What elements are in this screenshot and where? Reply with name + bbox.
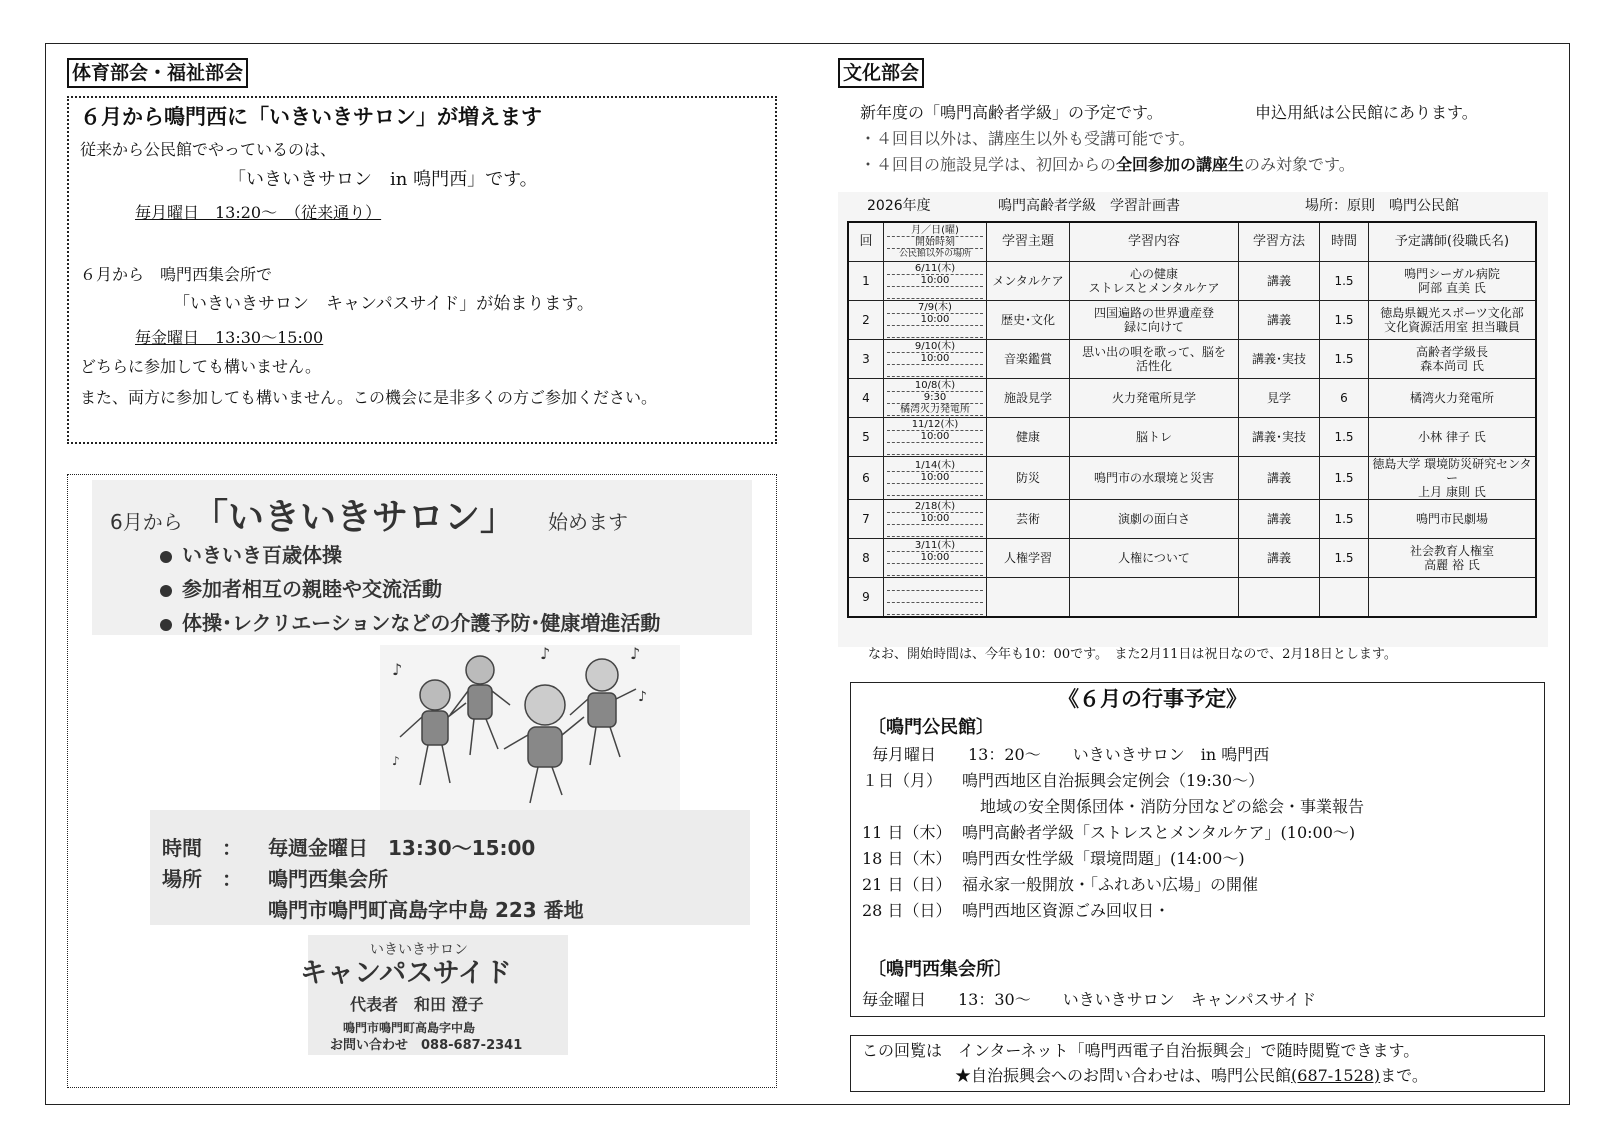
flyer-place-value: 鳴門西集会所: [268, 867, 388, 891]
bullet-icon: [160, 585, 172, 597]
flyer-address: 鳴門市鳴門町高島字中島 223 番地: [268, 898, 584, 922]
event-item: [862, 901, 1170, 921]
cell-content: 心の健康 ストレスとメンタルケア: [1070, 262, 1239, 301]
cell-theme: 芸術: [987, 500, 1070, 539]
table-row: [848, 457, 1536, 500]
event-day: 28 日（日）: [862, 901, 952, 920]
notice-line6: 毎金曜日 13:30～15:00: [135, 328, 324, 347]
cell-hours: 1.5: [1320, 457, 1369, 500]
cell-lecturer: 社会教育人権室 高麗 裕 氏: [1369, 539, 1537, 578]
section-title-sports-welfare: 体育部会・福祉部会: [67, 58, 248, 88]
events-title: 《６月の行事予定》: [1058, 687, 1247, 711]
cell-hours: 1.5: [1320, 262, 1369, 301]
cell-lecturer: 高齢者学級長 森本尚司 氏: [1369, 340, 1537, 379]
col-content: 学習内容: [1070, 222, 1239, 262]
cell-hours: 1.5: [1320, 301, 1369, 340]
flyer-bullet-1: いきいき百歳体操: [160, 542, 342, 568]
bullet-icon: [160, 551, 172, 563]
cell-method: [1239, 578, 1320, 618]
footer-line1: この回覧は インターネット「鳴門西電子自治振興会」で随時閲覧できます。: [862, 1041, 1420, 1060]
table-row: [848, 418, 1536, 457]
col-date: 月／日(曜) 開始時刻 公民館以外の場所: [884, 222, 987, 262]
event-day: 18 日（木）: [862, 849, 952, 868]
flyer-representative: 代表者 和田 澄子: [350, 995, 484, 1014]
cell-date: 3/11(木) 10:00: [884, 539, 987, 578]
cell-content: 人権について: [1070, 539, 1239, 578]
flyer-place-label: 場所 ：: [162, 867, 242, 891]
flyer-bullet-2: 参加者相互の親睦や交流活動: [160, 576, 442, 602]
cell-method: 講義･実技: [1239, 418, 1320, 457]
weekly-komin: 毎月曜日 13：20～ いきいきサロン in 鳴門西: [872, 745, 1270, 764]
cell-theme: 音楽鑑賞: [987, 340, 1070, 379]
cell-hours: [1320, 578, 1369, 618]
cell-date: 6/11(木) 10:00: [884, 262, 987, 301]
event-text: 鳴門西地区自治振興会定例会（19:30～）: [962, 771, 1265, 790]
venue-komin: 〔鳴門公民館〕: [868, 717, 994, 738]
cell-content: 思い出の唄を歌って、脳を 活性化: [1070, 340, 1239, 379]
flyer-pre: 6月から: [110, 510, 183, 534]
col-theme: 学習主題: [987, 222, 1070, 262]
notice-line7: どちらに参加しても構いません。: [80, 357, 321, 376]
notice-line2: 「いきいきサロン in 鳴門西」です。: [228, 169, 538, 190]
event-text: 地域の安全関係団体・消防分団などの総会・事業報告: [980, 797, 1365, 816]
cell-no: 6: [848, 457, 884, 500]
cell-no: 4: [848, 379, 884, 418]
notice-line1: 従来から公民館でやっているのは、: [80, 140, 337, 159]
cell-method: 講義: [1239, 262, 1320, 301]
flyer-contact: お問い合わせ 088-687-2341: [330, 1038, 523, 1053]
cell-content: 四国遍路の世界遺産登 録に向けて: [1070, 301, 1239, 340]
cell-date: 10/8(木) 9:30 橘湾火力発電所: [884, 379, 987, 418]
intro-line1b: 申込用紙は公民館にあります。: [1255, 103, 1478, 122]
table-row: [848, 578, 1536, 618]
table-header-row: [848, 222, 1536, 262]
event-text: 福永家一般開放・「ふれあい広場」の開催: [962, 875, 1259, 894]
flyer-bullet-3: 体操･レクリエーションなどの介護予防･健康増進活動: [160, 610, 660, 636]
section-title-culture: 文化部会: [838, 58, 924, 88]
cell-method: 講義: [1239, 301, 1320, 340]
cell-method: 講義: [1239, 500, 1320, 539]
table-place: 場所：原則 鳴門公民館: [1305, 198, 1459, 214]
cell-content: 鳴門市の水環境と災害: [1070, 457, 1239, 500]
intro-line1: 新年度の「鳴門高齢者学級」の予定です。: [860, 103, 1163, 122]
cell-no: 3: [848, 340, 884, 379]
cell-no: 1: [848, 262, 884, 301]
event-item: [862, 875, 1258, 895]
event-day: １日（月）: [862, 771, 943, 790]
svg-text:♪: ♪: [540, 645, 551, 663]
notice-line3: 毎月曜日 13:20～ （従来通り）: [135, 203, 382, 222]
flyer-title: 「いきいきサロン」: [192, 497, 517, 538]
cell-method: 見学: [1239, 379, 1320, 418]
svg-text:♪: ♪: [392, 754, 400, 768]
cell-date: 11/12(木) 10:00: [884, 418, 987, 457]
col-no: 回: [848, 222, 884, 262]
intro-line2: ・４回目以外は、講座生以外も受講可能です。: [860, 129, 1195, 148]
bullet-icon: [160, 619, 172, 631]
cell-method: 講義･実技: [1239, 340, 1320, 379]
cell-lecturer: 鳴門シーガル病院 阿部 直美 氏: [1369, 262, 1537, 301]
col-method: 学習方法: [1239, 222, 1320, 262]
cell-content: 火力発電所見学: [1070, 379, 1239, 418]
cell-no: 2: [848, 301, 884, 340]
notice-headline: ６月から鳴門西に「いきいきサロン」が増えます: [80, 105, 542, 129]
study-plan-table: [847, 221, 1537, 618]
svg-text:♪: ♪: [392, 660, 403, 679]
col-hours: 時間: [1320, 222, 1369, 262]
table-note: なお、開始時間は、今年も10：00です。 また2月11日は祝日なので、2月18日とします。: [868, 647, 1397, 662]
table-row: [848, 301, 1536, 340]
venue-shukaisho: 〔鳴門西集会所〕: [868, 959, 1012, 980]
event-day: 11 日（木）: [862, 823, 952, 842]
notice-line8: また、両方に参加しても構いません。この機会に是非多くの方ご参加ください。: [80, 388, 657, 407]
weekly-shukaisho: 毎金曜日 13：30～ いきいきサロン キャンパスサイド: [862, 990, 1317, 1009]
cell-no: 5: [848, 418, 884, 457]
cell-theme: [987, 578, 1070, 618]
cell-content: [1070, 578, 1239, 618]
cell-no: 9: [848, 578, 884, 618]
cell-date: 7/9(木) 10:00: [884, 301, 987, 340]
notice-line4: ６月から 鳴門西集会所で: [80, 265, 273, 284]
table-row: [848, 500, 1536, 539]
event-item: [862, 849, 1245, 869]
cell-hours: 1.5: [1320, 418, 1369, 457]
cell-method: 講義: [1239, 457, 1320, 500]
table-row: [848, 539, 1536, 578]
flyer-org-small: いきいきサロン: [370, 942, 468, 958]
intro-line3: ・４回目の施設見学は、初回からの全回参加の講座生のみ対象です。: [860, 155, 1355, 174]
table-name: 鳴門高齢者学級 学習計画書: [998, 198, 1180, 214]
flyer-time-value: 毎週金曜日 13:30～15:00: [268, 836, 536, 860]
cell-theme: 健康: [987, 418, 1070, 457]
footer-line2: ★自治振興会へのお問い合わせは、鳴門公民館(687-1528)まで。: [955, 1066, 1428, 1085]
table-row: [848, 379, 1536, 418]
event-text: 鳴門西女性学級「環境問題」(14:00～): [962, 849, 1245, 868]
cell-lecturer: 徳島県観光スポーツ文化部 文化資源活用室 担当職員: [1369, 301, 1537, 340]
cell-content: 演劇の面白さ: [1070, 500, 1239, 539]
col-lecturer: 予定講師(役職氏名): [1369, 222, 1537, 262]
cell-hours: 1.5: [1320, 340, 1369, 379]
cell-lecturer: 橘湾火力発電所: [1369, 379, 1537, 418]
notice-line5: 「いきいきサロン キャンパスサイド」が始まります。: [173, 294, 594, 314]
table-row: [848, 262, 1536, 301]
cell-hours: 1.5: [1320, 539, 1369, 578]
flyer-org-big: キャンパスサイド: [300, 958, 512, 989]
cell-theme: 歴史･文化: [987, 301, 1070, 340]
event-day: 21 日（日）: [862, 875, 952, 894]
cell-no: 8: [848, 539, 884, 578]
table-year: 2026年度: [867, 198, 931, 214]
cell-hours: 6: [1320, 379, 1369, 418]
event-item: [862, 771, 1264, 791]
cell-method: 講義: [1239, 539, 1320, 578]
event-item: [862, 823, 1355, 843]
dancing-seniors-illustration: [380, 645, 680, 815]
cell-lecturer: 徳島大学 環境防災研究センター 上月 康則 氏: [1369, 457, 1537, 500]
flyer-time-label: 時間 ：: [162, 836, 242, 860]
cell-theme: 人権学習: [987, 539, 1070, 578]
cell-content: 脳トレ: [1070, 418, 1239, 457]
cell-theme: 防災: [987, 457, 1070, 500]
cell-no: 7: [848, 500, 884, 539]
flyer-org-address: 鳴門市鳴門町高島字中島: [343, 1021, 476, 1035]
cell-date: 2/18(木) 10:00: [884, 500, 987, 539]
table-row: [848, 340, 1536, 379]
cell-date: 9/10(木) 10:00: [884, 340, 987, 379]
cell-date: [884, 578, 987, 618]
svg-text:♪: ♪: [630, 645, 641, 663]
cell-hours: 1.5: [1320, 500, 1369, 539]
svg-text:♪: ♪: [638, 689, 647, 705]
flyer-post: 始めます: [548, 510, 628, 534]
event-text: 鳴門高齢者学級「ストレスとメンタルケア」(10:00～): [962, 823, 1356, 842]
cell-theme: 施設見学: [987, 379, 1070, 418]
cell-lecturer: 小林 律子 氏: [1369, 418, 1537, 457]
cell-theme: メンタルケア: [987, 262, 1070, 301]
event-item: [862, 797, 1364, 817]
cell-date: 1/14(木) 10:00: [884, 457, 987, 500]
event-text: 鳴門西地区資源ごみ回収日・: [962, 901, 1171, 920]
cell-lecturer: 鳴門市民劇場: [1369, 500, 1537, 539]
cell-lecturer: [1369, 578, 1537, 618]
